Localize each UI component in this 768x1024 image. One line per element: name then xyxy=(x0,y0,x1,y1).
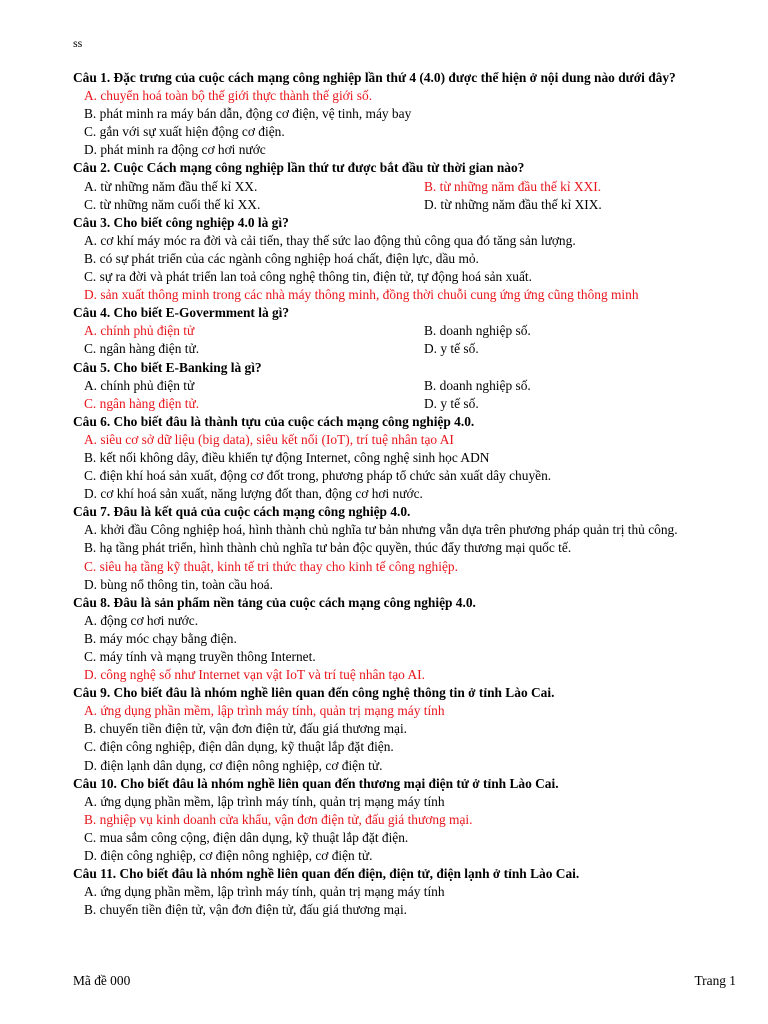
exam-code: Mã đề 000 xyxy=(73,973,131,988)
q4-option-d: D. y tế số. xyxy=(424,341,479,357)
q2-option-a: A. từ những năm đầu thế kỉ XX. xyxy=(84,178,258,194)
q1-option-a: A. chuyển hoá toàn bộ thế giới thực thành thế giới số. xyxy=(84,88,373,104)
q8-option-a: A. động cơ hơi nước. xyxy=(84,612,199,628)
q9-option-b: B. chuyển tiền điện tử, vận đơn điện tử, đấu giá thương mại. xyxy=(84,721,408,737)
q2-row-2 xyxy=(73,196,753,214)
q10-option-d: D. điện công nghiệp, cơ điện nông nghiệp, cơ điện tử. xyxy=(84,848,373,864)
q6-option-a: A. siêu cơ sở dữ liệu (big data), siêu kết nối (IoT), trí tuệ nhân tạo AI xyxy=(84,431,454,447)
question-7: Câu 7. Đâu là kết quả của cuộc cách mạng công nghiệp 4.0. xyxy=(73,504,411,520)
question-list xyxy=(73,69,753,919)
q11-option-b: B. chuyển tiền điện tử, vận đơn điện tử, đấu giá thương mại. xyxy=(84,902,408,918)
q6-option-c: C. điện khí hoá sản xuất, động cơ đốt trong, phương pháp tổ chức sản xuất dây chuyền. xyxy=(84,468,552,484)
q9-option-a: A. ứng dụng phần mềm, lập trình máy tính, quản trị mạng máy tính xyxy=(84,703,445,719)
question-4: Câu 4. Cho biết E-Govermment là gì? xyxy=(73,305,290,321)
q7-option-a: A. khởi đầu Công nghiệp hoá, hình thành chủ nghĩa tư bản nhưng vẫn dựa trên phương pháp quản trị thủ công. xyxy=(84,522,678,538)
q1-option-d: D. phát minh ra động cơ hơi nước xyxy=(84,142,266,158)
q2-row-1 xyxy=(73,178,753,196)
page-header: ss xyxy=(73,36,83,50)
q6-option-d: D. cơ khí hoá sản xuất, năng lượng đốt than, động cơ hơi nước. xyxy=(84,486,423,502)
q7-option-b: B. hạ tầng phát triển, hình thành chủ nghĩa tư bản độc quyền, thúc đẩy thương mại quốc tế. xyxy=(84,540,572,556)
q6-option-b: B. kết nối không dây, điều khiển tự động Internet, công nghệ sinh học ADN xyxy=(84,449,490,465)
q7-option-d: D. bùng nổ thông tin, toàn cầu hoá. xyxy=(84,576,273,592)
q1-option-c: C. gắn với sự xuất hiện động cơ điện. xyxy=(84,124,285,140)
page-number: Trang 1 xyxy=(694,973,736,988)
q4-option-b: B. doanh nghiệp số. xyxy=(424,323,531,339)
q5-option-d: D. y tế số. xyxy=(424,395,479,411)
q7-option-c: C. siêu hạ tầng kỹ thuật, kinh tế tri thức thay cho kinh tế công nghiệp. xyxy=(84,558,458,574)
q2-option-d: D. từ những năm đầu thế kỉ XIX. xyxy=(424,196,602,212)
q10-option-a: A. ứng dụng phần mềm, lập trình máy tính, quản trị mạng máy tính xyxy=(84,793,445,809)
question-11: Câu 11. Cho biết đâu là nhóm nghề liên quan đến điện, điện tử, điện lạnh ở tỉnh Lào Cai. xyxy=(73,866,580,882)
question-2: Câu 2. Cuộc Cách mạng công nghiệp lần thứ tư được bắt đầu từ thời gian nào? xyxy=(73,160,525,176)
question-6: Câu 6. Cho biết đâu là thành tựu của cuộc cách mạng công nghiệp 4.0. xyxy=(73,413,475,429)
q5-option-b: B. doanh nghiệp số. xyxy=(424,377,531,393)
question-8: Câu 8. Đâu là sản phẩm nền tảng của cuộc cách mạng công nghiệp 4.0. xyxy=(73,594,476,610)
question-1: Câu 1. Đặc trưng của cuộc cách mạng công nghiệp lần thứ 4 (4.0) được thể hiện ở nội dung nào dưới đây? xyxy=(73,70,676,85)
q3-option-c: C. sự ra đời và phát triển lan toả công nghệ thông tin, điện tử, tự động hoá sản xuất. xyxy=(84,269,532,285)
q5-option-c: C. ngân hàng điện tử. xyxy=(84,395,200,411)
q2-option-b: B. từ những năm đầu thế kỉ XXI. xyxy=(424,178,602,194)
question-10: Câu 10. Cho biết đâu là nhóm nghề liên quan đến thương mại điện tử ở tỉnh Lào Cai. xyxy=(73,775,559,791)
q8-option-c: C. máy tính và mạng truyền thông Internet. xyxy=(84,649,316,664)
q2-option-c: C. từ những năm cuối thế kỉ XX. xyxy=(84,196,261,212)
q3-option-b: B. có sự phát triển của các ngành công nghiệp hoá chất, điện lực, dầu mỏ. xyxy=(84,250,479,266)
q9-option-c: C. điện công nghiệp, điện dân dụng, kỹ thuật lắp đặt điện. xyxy=(84,739,394,755)
q1-option-b: B. phát minh ra máy bán dẫn, động cơ điện, vệ tinh, máy bay xyxy=(84,106,412,122)
q4-row-2 xyxy=(73,340,753,358)
q5-row-2 xyxy=(73,395,753,413)
q4-option-a: A. chính phủ điện tử xyxy=(84,323,195,339)
q5-row-1 xyxy=(73,377,753,395)
q9-option-d: D. điện lạnh dân dụng, cơ điện nông nghiệp, cơ điện tử. xyxy=(84,757,383,773)
q8-option-d: D. công nghệ số như Internet vạn vật IoT và trí tuệ nhân tạo AI. xyxy=(84,667,425,683)
question-5: Câu 5. Cho biết E-Banking là gì? xyxy=(73,359,262,375)
question-3: Câu 3. Cho biết công nghiệp 4.0 là gì? xyxy=(73,214,289,230)
question-9: Câu 9. Cho biết đâu là nhóm nghề liên quan đến công nghệ thông tin ở tỉnh Lào Cai. xyxy=(73,685,555,701)
q4-row-1 xyxy=(73,322,753,340)
q4-option-c: C. ngân hàng điện tử. xyxy=(84,341,200,357)
q5-option-a: A. chính phủ điện tử xyxy=(84,377,195,393)
q8-option-b: B. máy móc chạy bằng điện. xyxy=(84,630,237,646)
q3-option-a: A. cơ khí máy móc ra đời và cải tiến, thay thế sức lao động thủ công qua đó tăng sản lượng. xyxy=(84,232,576,248)
q10-option-c: C. mua sắm công cộng, điện dân dụng, kỹ thuật lắp đặt điện. xyxy=(84,829,409,845)
q11-option-a: A. ứng dụng phần mềm, lập trình máy tính, quản trị mạng máy tính xyxy=(84,884,445,900)
q10-option-b: B. nghiệp vụ kinh doanh cửa khẩu, vận đơn điện tử, đấu giá thương mại. xyxy=(84,811,473,827)
q3-option-d: D. sản xuất thông minh trong các nhà máy thông minh, đồng thời chuỗi cung ứng ứng cũng thông minh xyxy=(84,287,639,303)
